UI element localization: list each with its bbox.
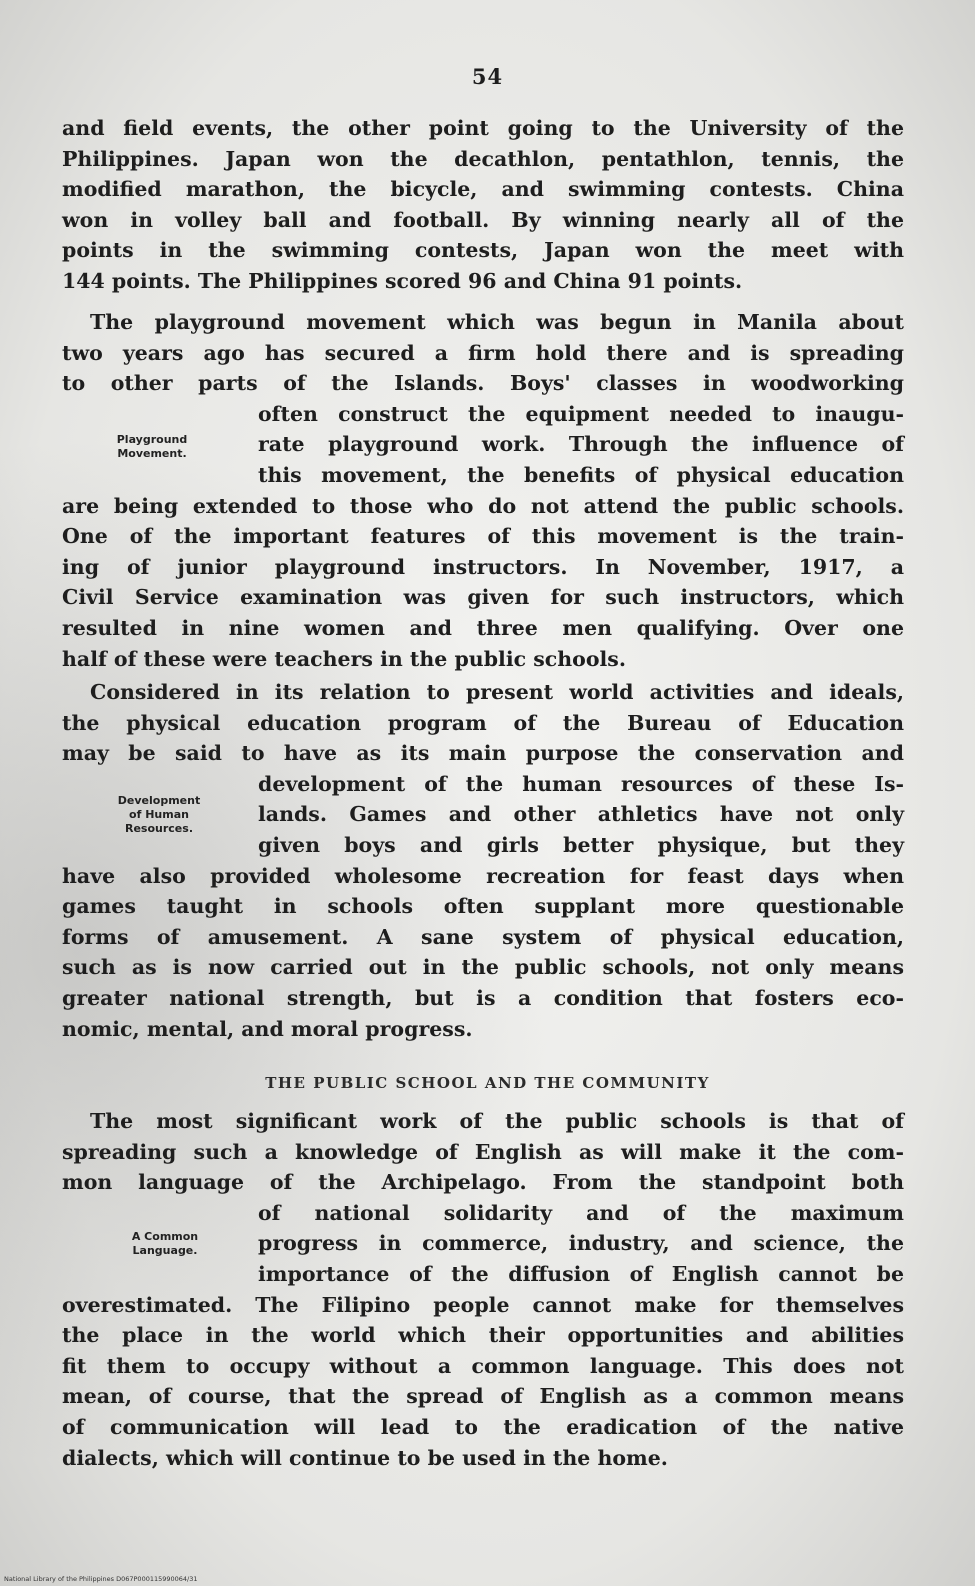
text-line: development of the human resources of these Is- [258, 771, 904, 796]
text-line: mean, of course, that the spread of English as a common means [62, 1384, 904, 1409]
text-line: have also provided wholesome recreation for feast days when [62, 863, 904, 888]
text-line: ing of junior playground instructors. In November, 1917, a [62, 554, 904, 579]
text-line: importance of the diffusion of English cannot be [258, 1261, 904, 1286]
text-line: often construct the equipment needed to inaugu- [258, 401, 904, 426]
text-line: points in the swimming contests, Japan won the meet with [62, 238, 904, 263]
side-note-line: Resources. [125, 822, 193, 835]
text-line: greater national strength, but is a condition that fosters eco- [62, 985, 904, 1010]
footer-credit: National Library of the Philippines D067P000115990064/31 [4, 1575, 198, 1583]
text-line: The playground movement which was begun in Manila about [90, 310, 904, 334]
side-note-common-language [105, 1230, 225, 1258]
page-number: 54 [471, 64, 504, 89]
section-heading: THE PUBLIC SCHOOL AND THE COMMUNITY [265, 1074, 710, 1092]
text-line: nomic, mental, and moral progress. [62, 1016, 473, 1041]
side-note-line: Language. [132, 1244, 198, 1257]
text-line: such as is now carried out in the public schools, not only means [62, 955, 904, 980]
text-line: the physical education program of the Bureau of Education [62, 710, 904, 735]
text-line: and field events, the other point going to the University of the [62, 116, 904, 140]
text-line: are being extended to those who do not attend the public schools. [62, 493, 904, 518]
text-line: of communication will lead to the eradication of the native [62, 1414, 904, 1439]
text-line: dialects, which will continue to be used in the home. [62, 1445, 668, 1470]
text-line: Considered in its relation to present world activities and ideals, [90, 680, 904, 704]
text-line: of national solidarity and of the maximum [258, 1200, 904, 1225]
paragraph-common-language [62, 1106, 904, 1473]
text-line: fit them to occupy without a common language. This does not [62, 1353, 904, 1378]
text-line: Philippines. Japan won the decathlon, pentathlon, tennis, the [62, 146, 904, 171]
side-note-human-resources [99, 794, 219, 836]
text-line: two years ago has secured a firm hold there and is spreading [62, 340, 904, 365]
paragraph-human-resources [62, 677, 904, 1044]
text-line: games taught in schools often supplant more questionable [62, 894, 904, 919]
text-line: given boys and girls better physique, but they [258, 832, 904, 857]
text-line: half of these were teachers in the public schools. [62, 646, 626, 671]
text-line: The most significant work of the public schools is that of [90, 1109, 904, 1133]
text-line: 144 points. The Philippines scored 96 and China 91 points. [62, 268, 743, 293]
side-note-line: A Common [131, 1230, 199, 1243]
paragraph-playground-movement [62, 307, 904, 674]
text-line: spreading such a knowledge of English as will make it the com- [62, 1139, 904, 1164]
text-line: may be said to have as its main purpose the conservation and [62, 741, 904, 766]
text-line: this movement, the benefits of physical education [258, 462, 904, 487]
side-note-line: of Human [129, 808, 189, 821]
text-line: progress in commerce, industry, and science, the [258, 1231, 904, 1256]
text-line: rate playground work. Through the influence of [258, 432, 904, 457]
paragraph-sports-results [62, 113, 904, 297]
side-note-line: Development [117, 794, 201, 807]
side-note-line: Playground [116, 433, 188, 446]
side-note-playground [92, 433, 212, 461]
text-line: the place in the world which their opportunities and abilities [62, 1323, 904, 1348]
text-line: modified marathon, the bicycle, and swimming contests. China [62, 177, 904, 202]
text-line: Civil Service examination was given for such instructors, which [62, 585, 904, 610]
text-line: overestimated. The Filipino people cannot make for themselves [62, 1292, 904, 1317]
text-line: One of the important features of this movement is the train- [62, 524, 904, 549]
text-line: lands. Games and other athletics have not only [258, 802, 904, 827]
text-line: mon language of the Archipelago. From the standpoint both [62, 1170, 904, 1195]
text-line: forms of amusement. A sane system of physical education, [62, 924, 904, 949]
text-line: to other parts of the Islands. Boys' classes in woodworking [62, 371, 904, 396]
side-note-line: Movement. [117, 447, 187, 460]
text-line: resulted in nine women and three men qualifying. Over one [62, 615, 904, 640]
text-line: won in volley ball and football. By winning nearly all of the [62, 207, 904, 232]
